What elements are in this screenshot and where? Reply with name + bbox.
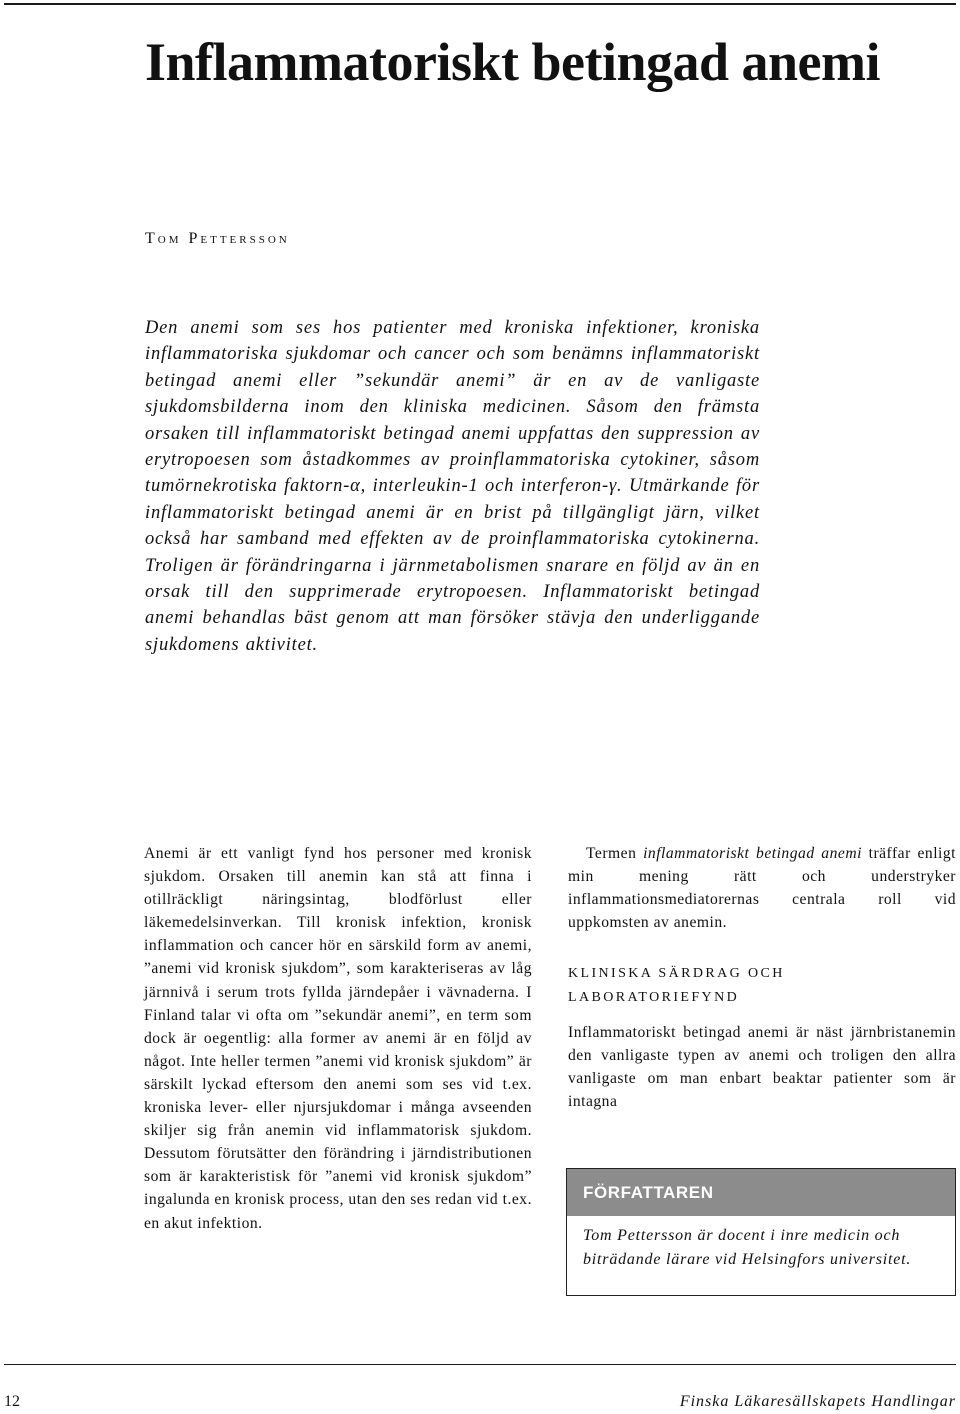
top-rule bbox=[4, 3, 956, 5]
author-name: Tom Pettersson bbox=[145, 230, 290, 247]
body-left-column: Anemi är ett vanligt fynd hos personer med kronisk sjukdom. Orsaken till anemin kan stå att finna i otillräckligt näringsintag, blodförlust eller läkemedelsinverkan. Till kronisk infektion, kronisk inflammation och cancer hör en särskild form av anemi, ”anemi vid kronisk sjukdom”, som karakteriseras av låg järnnivå i serum trots fyllda järndepåer i vävnaderna. I Finland talar vi ofta om ”sekundär anemi”, en term som dock är oegentlig: alla former av anemi är en följd av något. Inte heller termen ”anemi vid kronisk sjukdom” är särskilt lyckad eftersom den anemi som ses vid t.ex. kroniska lever- eller njursjukdomar i många avseenden skiljer sig från anemin vid inflammatorisk sjukdom. Dessutom förutsätter den förändring i järndistributionen som är karakteristisk för ”anemi vid kronisk sjukdom” ingalunda en kronisk process, utan den ses redan vid t.ex. en akut infektion. bbox=[144, 845, 532, 1232]
bottom-rule bbox=[4, 1364, 956, 1365]
intro-term: inflammatoriskt betingad anemi bbox=[643, 845, 862, 862]
author-info-box bbox=[566, 1168, 956, 1296]
section-text: Inflammatoriskt betingad anemi är näst järnbristanemin den vanligaste typen av anemi och troligen den allra vanligaste om man enbart beaktar patienter som är intagna bbox=[568, 1024, 956, 1111]
article-abstract: Den anemi som ses hos patienter med kroniska infektioner, kroniska inflammatoriska sjukdomar och cancer och som benämns inflammatoriskt betingad anemi eller ”sekundär anemi” är en av de vanligaste sjukdomsbilderna inom den kliniska medicinen. Såsom den främsta orsaken till inflammatoriskt betingad anemi uppfattas den suppression av erytropoesen som åstadkommes av proinflammatoriska cytokiner, såsom tumörnekrotiska faktorn-α, interleukin-1 och interferon-γ. Utmärkande för inflammatoriskt betingad anemi är en brist på tillgängligt järn, vilket också har samband med effekten av de proinflammatoriska cytokinerna. Troligen är förändringarna i järnmetabolismen snarare en följd av än en orsak till den supprimerade erytropoesen. Inflammatoriskt betingad anemi behandlas bäst genom att man försöker stävja den underliggande sjukdomens aktivitet. bbox=[145, 318, 760, 655]
article-title: Inflammatoriskt betingad anemi bbox=[145, 32, 881, 92]
journal-name: Finska Läkaresällskapets Handlingar bbox=[679, 1393, 956, 1410]
page-number: 12 bbox=[4, 1393, 20, 1410]
intro-rest: träffar enligt min mening rätt och understryker inflammationsmediatorernas centrala roll vid uppkomsten av anemin. bbox=[568, 845, 956, 932]
author-box-text: Tom Pettersson är docent i inre medicin och biträdande lärare vid Helsingfors universitet. bbox=[583, 1227, 912, 1268]
author-box-heading: FÖRFATTAREN bbox=[567, 1169, 955, 1216]
body-right-intro bbox=[568, 842, 956, 934]
section-heading: KLINISKA SÄRDRAG OCH LABORATORIEFYND bbox=[568, 966, 785, 1005]
intro-lead: Termen bbox=[586, 845, 644, 862]
